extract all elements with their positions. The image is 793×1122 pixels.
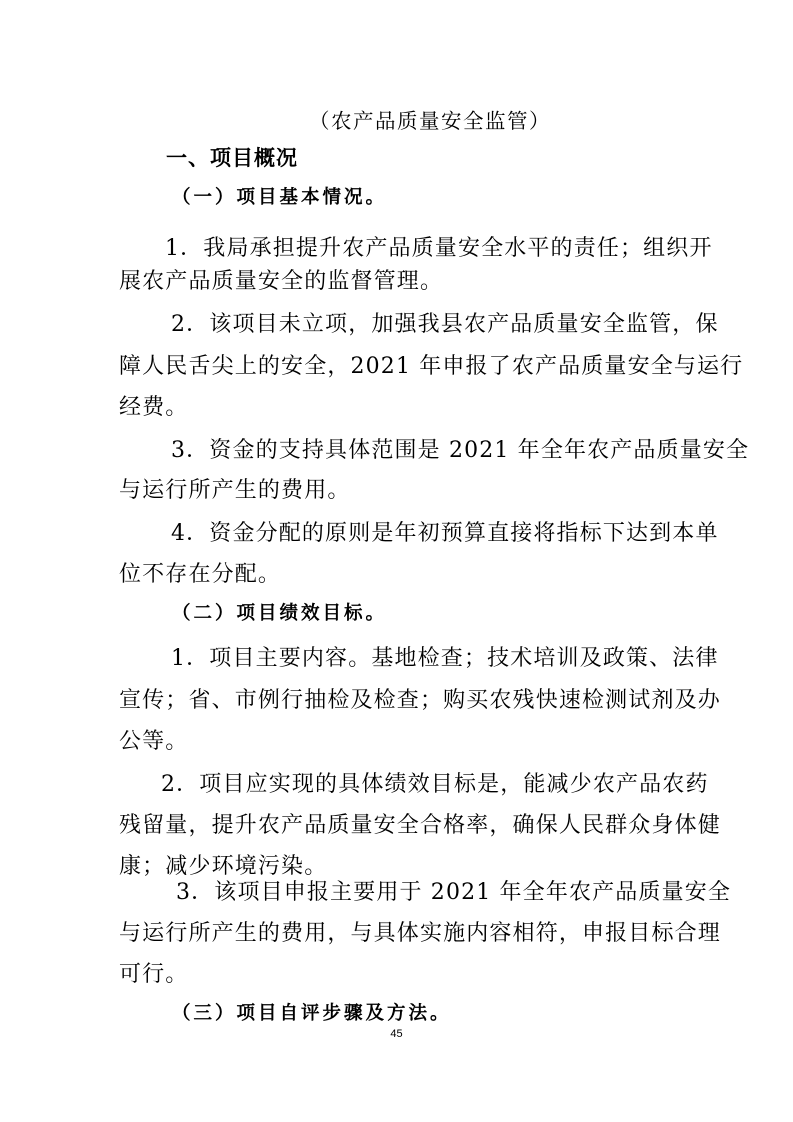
- document-title: （农产品质量安全监管）: [309, 109, 551, 133]
- paragraph-line: 经费。: [119, 395, 189, 420]
- paragraph-line: 康；减少环境污染。: [119, 854, 328, 879]
- paragraph-line: 障人民舌尖上的安全，2021 年申报了农产品质量安全与运行: [119, 354, 744, 379]
- paragraph-line: 残留量，提升农产品质量安全合格率，确保人民群众身体健: [119, 813, 721, 838]
- paragraph-line: 3．资金的支持具体范围是 2021 年全年农产品质量安全: [171, 438, 750, 463]
- paragraph-line: 1．项目主要内容。基地检查；技术培训及政策、法律: [171, 646, 719, 671]
- paragraph-line: 3．该项目申报主要用于 2021 年全年农产品质量安全: [176, 880, 732, 905]
- paragraph-line: 公等。: [119, 729, 189, 754]
- paragraph-line: 4．资金分配的原则是年初预算直接将指标下达到本单: [171, 521, 719, 546]
- subsection-heading-performance-goals: （二）项目绩效目标。: [172, 603, 388, 624]
- paragraph-line: 与运行所产生的费用，与具体实施内容相符，申报目标合理: [119, 921, 721, 946]
- paragraph-line: 展农产品质量安全的监督管理。: [119, 269, 444, 294]
- subsection-heading-self-evaluation: （三）项目自评步骤及方法。: [172, 1003, 452, 1024]
- paragraph-line: 2．该项目未立项，加强我县农产品质量安全监管，保: [171, 312, 719, 337]
- paragraph-line: 宣传；省、市例行抽检及检查；购买农残快速检测试剂及办: [119, 688, 721, 713]
- page-number: 45: [390, 1028, 403, 1040]
- section-heading-overview: 一、项目概况: [166, 146, 298, 170]
- paragraph-line: 位不存在分配。: [119, 562, 282, 587]
- paragraph-line: 2．项目应实现的具体绩效目标是，能减少农产品农药: [161, 772, 709, 797]
- subsection-heading-basic-info: （一）项目基本情况。: [172, 187, 388, 208]
- paragraph-line: 可行。: [119, 962, 189, 987]
- paragraph-line: 与运行所产生的费用。: [119, 478, 351, 503]
- paragraph-line: 1．我局承担提升农产品质量安全水平的责任；组织开: [165, 236, 713, 261]
